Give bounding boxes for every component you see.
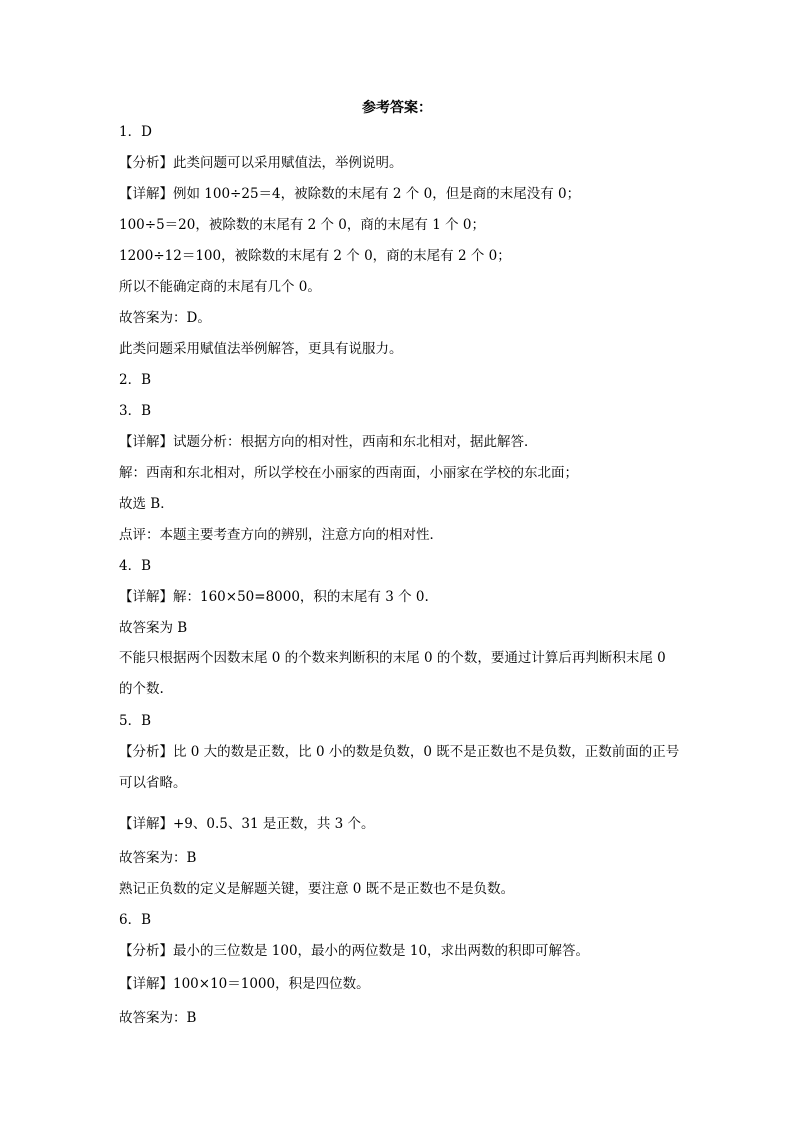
answer-1-example-3: 1200÷12＝100，被除数的末尾有 2 个 0，商的末尾有 2 个 0； <box>119 248 511 264</box>
answer-2-number: 2．B <box>119 372 152 388</box>
answer-1-detail: 【详解】例如 100÷25＝4，被除数的末尾有 2 个 0，但是商的末尾没有 0； <box>119 186 581 202</box>
answer-3-number: 3．B <box>119 403 152 419</box>
answer-4-comment: 不能只根据两个因数末尾 0 的个数来判断积的末尾 0 的个数，要通过计算后再判断积末尾 0 的个数. <box>119 650 666 697</box>
answer-5-number: 5．B <box>119 713 152 729</box>
page-title: 参考答案： <box>362 100 432 116</box>
answer-1-number: 1．D <box>119 124 152 140</box>
answer-1-analysis: 【分析】此类问题可以采用赋值法，举例说明。 <box>119 155 403 171</box>
answer-3-result: 故选 B． <box>119 496 174 512</box>
answer-4-number: 4．B <box>119 558 152 574</box>
answer-3-solution: 解：西南和东北相对，所以学校在小丽家的西南面，小丽家在学校的东北面； <box>119 465 578 481</box>
answer-6-number: 6．B <box>119 912 152 928</box>
answer-1-example-2: 100÷5＝20，被除数的末尾有 2 个 0，商的末尾有 1 个 0； <box>119 217 485 233</box>
answer-6-detail: 【详解】100×10＝1000，积是四位数。 <box>119 976 370 992</box>
answer-1-result: 故答案为：D。 <box>119 310 211 326</box>
answer-5-result: 故答案为：B <box>119 850 197 866</box>
answer-1-comment: 此类问题采用赋值法举例解答，更具有说服力。 <box>119 341 403 357</box>
answer-4-result: 故答案为 B <box>119 620 188 636</box>
answer-4-detail: 【详解】解：160×50=8000，积的末尾有 3 个 0. <box>119 589 429 605</box>
answer-1-conclusion: 所以不能确定商的末尾有几个 0。 <box>119 279 321 295</box>
answer-5-detail: 【详解】+9、0.5、31 是正数，共 3 个。 <box>119 816 375 832</box>
answer-3-comment: 点评：本题主要考查方向的辨别，注意方向的相对性． <box>119 527 443 543</box>
answer-5-comment: 熟记正负数的定义是解题关键，要注意 0 既不是正数也不是负数。 <box>119 881 515 897</box>
answer-6-analysis: 【分析】最小的三位数是 100，最小的两位数是 10，求出两数的积即可解答。 <box>119 943 590 959</box>
answer-6-result: 故答案为：B <box>119 1010 197 1026</box>
answer-5-analysis: 【分析】比 0 大的数是正数，比 0 小的数是负数，0 既不是正数也不是负数，正数前面的正号可以省略。 <box>119 744 680 791</box>
answer-3-detail: 【详解】试题分析：根据方向的相对性，西南和东北相对，据此解答． <box>119 434 538 450</box>
